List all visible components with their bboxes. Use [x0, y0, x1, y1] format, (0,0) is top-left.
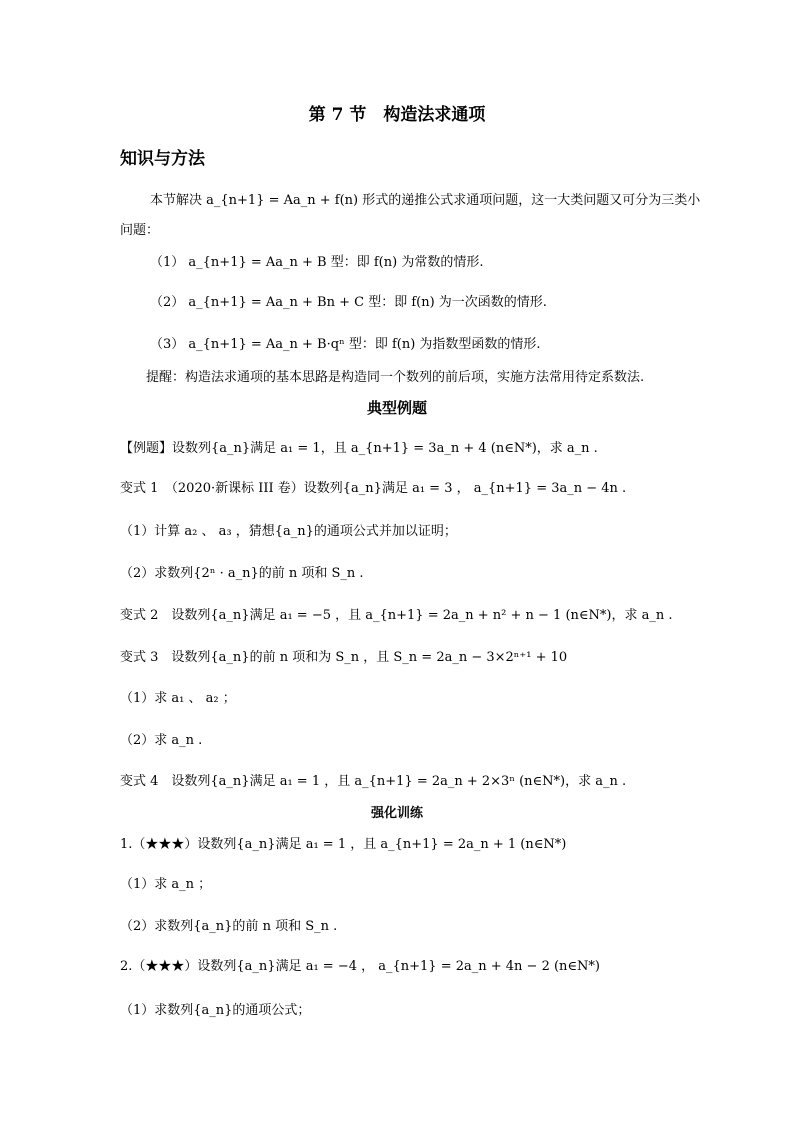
variant-1-question-1: （1）计算 a₂ 、 a₃ ，猜想{a_n}的通项公式并加以证明；: [120, 524, 457, 539]
variant-2: 变式 2 设数列{a_n}满足 a₁ = −5 ，且 a_{n+1} = 2a_n + n² + n − 1 (n∈N*)，求 a_n .: [120, 608, 673, 623]
variant-3: 变式 3 设数列{a_n}的前 n 项和为 S_n ，且 S_n = 2a_n − 3×2ⁿ⁺¹ + 10: [120, 650, 568, 665]
reminder-text: 提醒：构造法求通项的基本思路是构造同一个数列的前后项，实施方法常用待定系数法.: [146, 370, 645, 385]
exercise-1-question-2: （2）求数列{a_n}的前 n 项和 S_n .: [120, 919, 338, 934]
exercise-2: 2.（★★★）设数列{a_n}满足 a₁ = −4 ， a_{n+1} = 2a_n + 4n − 2 (n∈N*): [120, 959, 601, 974]
exercise-1: 1.（★★★）设数列{a_n}满足 a₁ = 1 ，且 a_{n+1} = 2a_n + 1 (n∈N*): [120, 837, 567, 852]
variant-4: 变式 4 设数列{a_n}满足 a₁ = 1 ，且 a_{n+1} = 2a_n + 2×3ⁿ (n∈N*)，求 a_n .: [120, 774, 627, 789]
type-1-item: （1） a_{n+1} = Aa_n + B 型：即 f(n) 为常数的情形.: [150, 255, 484, 270]
training-heading: 强化训练: [370, 806, 423, 821]
page-title: 第 7 节 构造法求通项: [308, 105, 486, 125]
variant-3-question-1: （1）求 a₁ 、 a₂ ；: [120, 691, 236, 706]
variant-1-question-2: （2）求数列{2ⁿ · a_n}的前 n 项和 S_n .: [120, 566, 364, 581]
example-problem: 【例题】设数列{a_n}满足 a₁ = 1，且 a_{n+1} = 3a_n + 4 (n∈N*)，求 a_n .: [120, 441, 598, 456]
intro-paragraph-line-2: 问题：: [120, 223, 160, 238]
typical-examples-heading: 典型例题: [366, 399, 427, 417]
type-3-item: （3） a_{n+1} = Aa_n + B·qⁿ 型：即 f(n) 为指数型函数的情形.: [150, 337, 541, 352]
section-heading: 知识与方法: [120, 149, 205, 169]
variant-1: 变式 1 （2020·新课标 III 卷）设数列{a_n}满足 a₁ = 3 ， a_{n+1} = 3a_n − 4n .: [120, 481, 627, 496]
type-2-item: （2） a_{n+1} = Aa_n + Bn + C 型：即 f(n) 为一次函数的情形.: [150, 295, 547, 310]
variant-3-question-2: （2）求 a_n .: [120, 733, 203, 748]
exercise-1-question-1: （1）求 a_n ；: [120, 877, 212, 892]
exercise-2-question-1: （1）求数列{a_n}的通项公式；: [120, 1003, 311, 1018]
intro-paragraph-line-1: 本节解决 a_{n+1} = Aa_n + f(n) 形式的递推公式求通项问题，这一大类问题又可分为三类小: [150, 193, 701, 208]
